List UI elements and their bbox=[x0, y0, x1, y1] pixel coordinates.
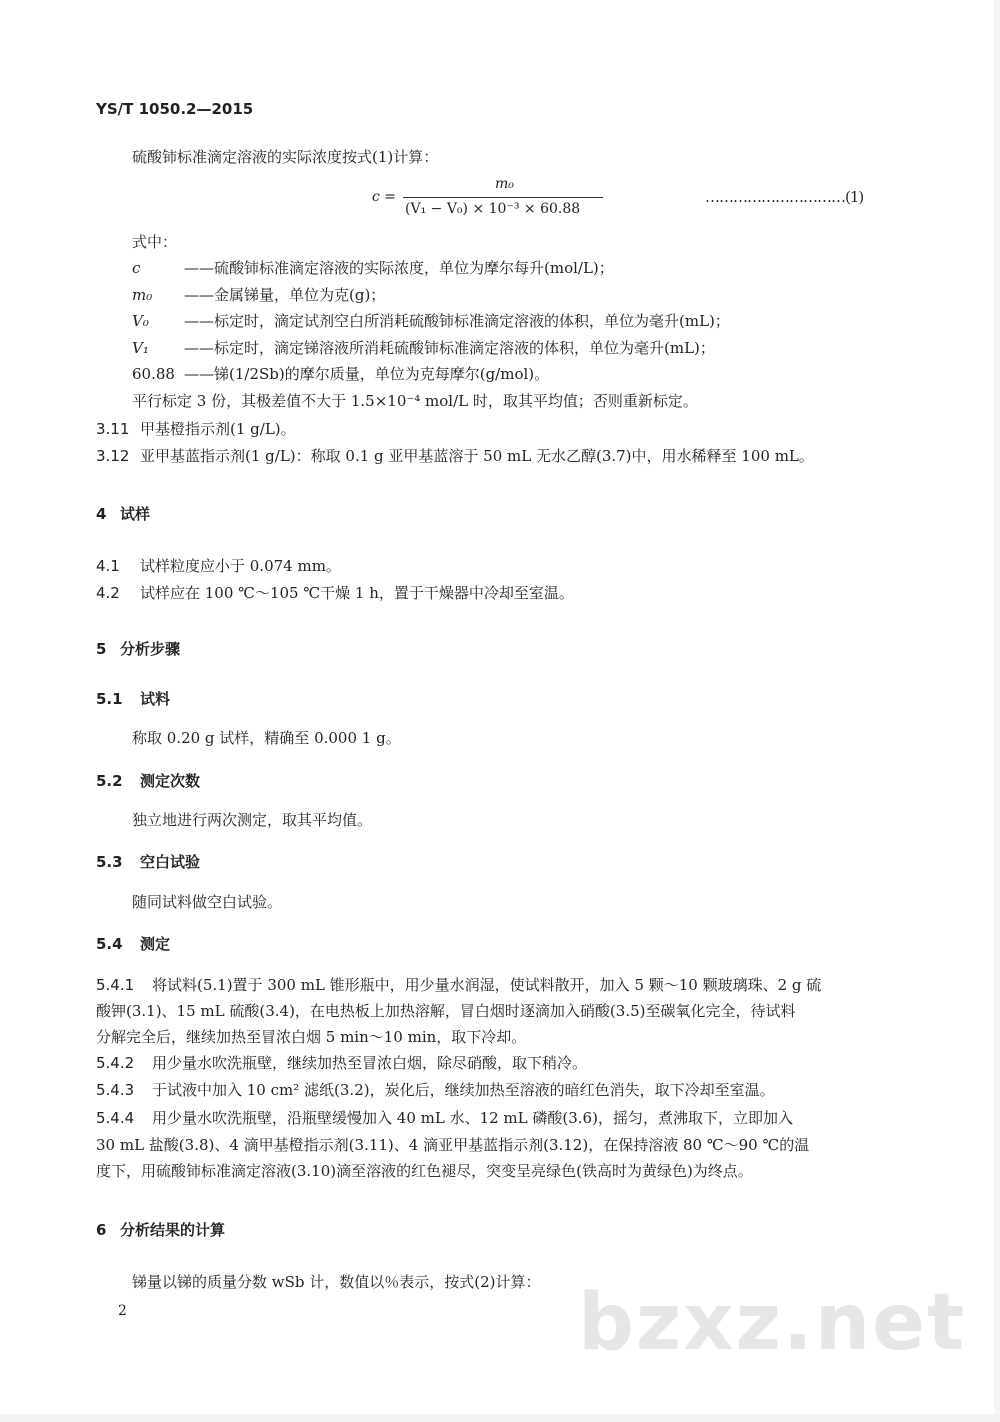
variable-description: ——标定时，滴定锑溶液所消耗硫酸铈标准滴定溶液的体积，单位为毫升(mL)； bbox=[184, 339, 715, 357]
where-item bbox=[132, 364, 549, 384]
section-title: 试样 bbox=[120, 505, 151, 523]
formula-number: …………………………(1) bbox=[705, 188, 864, 206]
variable-description: ——锑(1/2Sb)的摩尔质量，单位为克每摩尔(g/mol)。 bbox=[184, 365, 550, 383]
clause-text: 试样应在 100 ℃～105 ℃干燥 1 h，置于干燥器中冷却至室温。 bbox=[140, 584, 574, 602]
subsection-number: 5.2 bbox=[96, 772, 123, 790]
section-number: 4 bbox=[96, 505, 107, 523]
page-edge-bottom bbox=[0, 1414, 1000, 1422]
standard-code-header: YS/T 1050.2—2015 bbox=[96, 100, 254, 118]
watermark-logo: bzxz.net bbox=[578, 1278, 967, 1368]
section-4-heading bbox=[96, 503, 150, 524]
where-item bbox=[132, 311, 730, 331]
variable-description: ——标定时，滴定试剂空白所消耗硫酸铈标准滴定溶液的体积，单位为毫升(mL)； bbox=[184, 312, 730, 330]
clause-number: 4.1 bbox=[96, 557, 120, 575]
clause-text: 于试液中加入 10 cm² 滤纸(3.2)，炭化后，继续加热至溶液的暗红色消失，取下冷却至室温。 bbox=[152, 1081, 775, 1099]
subsection-number: 5.3 bbox=[96, 853, 123, 871]
clause-text: 将试料(5.1)置于 300 mL 锥形瓶中，用少量水润湿，使试料散开，加入 5 颗～10 颗玻璃珠、2 g 硫 bbox=[152, 976, 822, 994]
subsection-number: 5.1 bbox=[96, 690, 123, 708]
clause-5-4-4-line: 度下，用硫酸铈标准滴定溶液(3.10)滴至溶液的红色褪尽，突变呈亮绿色(铁高时为黄绿色)为终点。 bbox=[96, 1162, 753, 1180]
clause-5-4-3 bbox=[96, 1080, 775, 1100]
clause-text: 用少量水吹洗瓶壁，继续加热至冒浓白烟，除尽硝酸，取下稍冷。 bbox=[152, 1054, 588, 1072]
variable-description: ——金属锑量，单位为克(g)； bbox=[184, 286, 386, 304]
clause-text: 亚甲基蓝指示剂(1 g/L)：称取 0.1 g 亚甲基蓝溶于 50 mL 无水乙醇(3.7)中，用水稀释至 100 mL。 bbox=[140, 447, 814, 465]
variable-symbol: V₁ bbox=[132, 339, 149, 357]
clause-3-12 bbox=[96, 446, 814, 466]
variable-symbol: m₀ bbox=[132, 286, 153, 304]
where-item bbox=[132, 285, 385, 305]
variable-symbol: c bbox=[132, 259, 141, 277]
variable-description: ——硫酸铈标准滴定溶液的实际浓度，单位为摩尔每升(mol/L)； bbox=[184, 259, 614, 277]
formula-lhs: c = bbox=[372, 189, 397, 205]
page-edge bbox=[994, 0, 1000, 1422]
fraction-bar bbox=[403, 197, 603, 198]
variable-symbol: V₀ bbox=[132, 312, 149, 330]
clause-text: 甲基橙指示剂(1 g/L)。 bbox=[140, 420, 296, 438]
formula-intro: 硫酸铈标准滴定溶液的实际浓度按式(1)计算： bbox=[132, 148, 439, 166]
clause-number: 5.4.3 bbox=[96, 1081, 135, 1099]
clause-number: 5.4.4 bbox=[96, 1109, 135, 1127]
section-6-text: 锑量以锑的质量分数 wSb 计，数值以％表示，按式(2)计算： bbox=[132, 1273, 541, 1291]
calibration-note: 平行标定 3 份，其极差值不大于 1.5×10⁻⁴ mol/L 时，取其平均值；否则重新标定。 bbox=[132, 392, 698, 410]
clause-number: 3.12 bbox=[96, 447, 130, 465]
clause-5-4-2 bbox=[96, 1053, 587, 1073]
where-label: 式中： bbox=[132, 233, 178, 251]
subsection-5-2-heading bbox=[96, 770, 200, 791]
clause-text: 试样粒度应小于 0.074 mm。 bbox=[140, 557, 341, 575]
clause-4-1 bbox=[96, 556, 341, 576]
clause-number: 3.11 bbox=[96, 420, 130, 438]
clause-number: 4.2 bbox=[96, 584, 120, 602]
section-number: 6 bbox=[96, 1221, 107, 1239]
section-number: 5 bbox=[96, 640, 107, 658]
where-item bbox=[132, 258, 614, 278]
clause-5-4-4-line bbox=[96, 1108, 793, 1128]
subsection-title: 空白试验 bbox=[140, 853, 201, 871]
section-5-heading bbox=[96, 638, 180, 659]
clause-3-11 bbox=[96, 419, 296, 439]
subsection-5-4-heading bbox=[96, 933, 170, 954]
subsection-title: 测定次数 bbox=[140, 772, 201, 790]
subsection-title: 测定 bbox=[140, 935, 171, 953]
clause-5-4-4-line: 30 mL 盐酸(3.8)、4 滴甲基橙指示剂(3.11)、4 滴亚甲基蓝指示剂(3.12)，在保持溶液 80 ℃～90 ℃的温 bbox=[96, 1136, 810, 1154]
section-title: 分析结果的计算 bbox=[120, 1221, 226, 1239]
subsection-5-1-heading bbox=[96, 688, 170, 709]
subsection-5-3-heading bbox=[96, 851, 200, 872]
page-number: 2 bbox=[118, 1303, 127, 1319]
subsection-5-1-text: 称取 0.20 g 试样，精确至 0.000 1 g。 bbox=[132, 729, 401, 747]
clause-5-4-1-line bbox=[96, 975, 821, 995]
where-item bbox=[132, 338, 715, 358]
clause-5-4-1-line: 酸钾(3.1)、15 mL 硫酸(3.4)，在电热板上加热溶解，冒白烟时逐滴加入硝酸(3.5)至碳氧化完全，待试料 bbox=[96, 1002, 796, 1020]
subsection-title: 试料 bbox=[140, 690, 171, 708]
formula-denominator: (V₁ − V₀) × 10⁻³ × 60.88 bbox=[405, 201, 581, 217]
subsection-5-2-text: 独立地进行两次测定，取其平均值。 bbox=[132, 811, 373, 829]
subsection-5-3-text: 随同试料做空白试验。 bbox=[132, 893, 283, 911]
section-6-heading bbox=[96, 1219, 225, 1240]
clause-text: 用少量水吹洗瓶壁，沿瓶壁缓慢加入 40 mL 水、12 mL 磷酸(3.6)，摇匀，煮沸取下，立即加入 bbox=[152, 1109, 793, 1127]
clause-4-2 bbox=[96, 583, 574, 603]
section-title: 分析步骤 bbox=[120, 640, 181, 658]
variable-symbol: 60.88 bbox=[132, 365, 175, 383]
clause-5-4-1-line: 分解完全后，继续加热至冒浓白烟 5 min～10 min，取下冷却。 bbox=[96, 1028, 527, 1046]
clause-number: 5.4.1 bbox=[96, 976, 135, 994]
subsection-number: 5.4 bbox=[96, 935, 123, 953]
formula-numerator: m₀ bbox=[495, 176, 514, 192]
clause-number: 5.4.2 bbox=[96, 1054, 135, 1072]
